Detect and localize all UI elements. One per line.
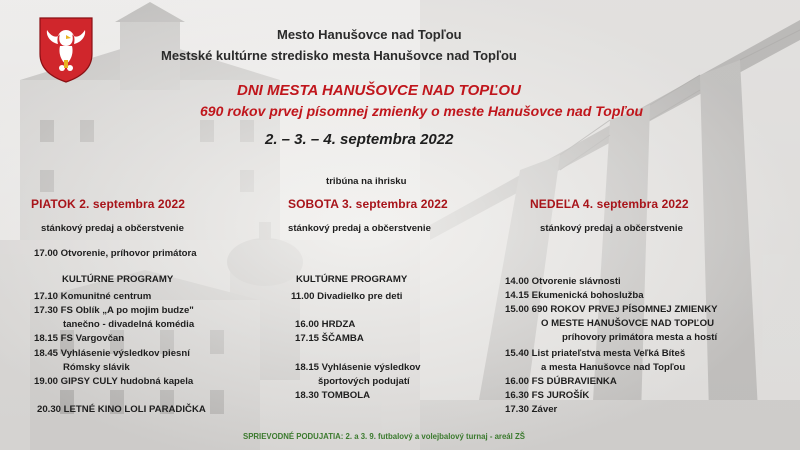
friday-item: 18.45 Vyhlásenie výsledkov piesní [34, 348, 190, 359]
sunday-item: O MESTE HANUŠOVCE NAD TOPĽOU [541, 318, 715, 329]
friday-stalls: stánkový predaj a občerstvenie [41, 223, 184, 234]
friday-item: 17.30 FS Oblík „A po mojim budze" [34, 305, 194, 316]
sunday-title: NEDEĽA 4. septembra 2022 [530, 197, 689, 211]
sunday-item: 14.00 Otvorenie slávnosti [505, 276, 621, 287]
sunday-item: 17.30 Záver [505, 404, 558, 415]
friday-opening: 17.00 Otvorenie, príhovor primátora [34, 248, 197, 259]
sunday-item: 16.00 FS DÚBRAVIENKA [505, 376, 617, 387]
sunday-item: a mesta Hanušovce nad Topľou [541, 362, 686, 373]
saturday-programs-header: KULTÚRNE PROGRAMY [296, 274, 408, 285]
friday-programs-header: KULTÚRNE PROGRAMY [62, 274, 174, 285]
friday-item: 18.15 FS Vargovčan [34, 333, 125, 344]
saturday-item: 16.00 HRDZA [295, 319, 356, 330]
saturday-title: SOBOTA 3. septembra 2022 [288, 197, 448, 211]
sunday-item: 14.15 Ekumenická bohoslužba [505, 290, 644, 301]
event-dates: 2. – 3. – 4. septembra 2022 [265, 131, 454, 148]
saturday-item: športových podujatí [318, 376, 410, 387]
sunday-item: 16.30 FS JUROŠÍK [505, 390, 590, 401]
friday-item: 17.10 Komunitné centrum [34, 291, 152, 302]
organizer-city: Mesto Hanušovce nad Topľou [277, 27, 462, 42]
sunday-item: 15.00 690 ROKOV PRVEJ PÍSOMNEJ ZMIENKY [505, 304, 718, 315]
friday-item: Rómsky slávik [63, 362, 130, 373]
sunday-item: 15.40 List priateľstva mesta Veľká Bíteš [505, 348, 686, 359]
coat-of-arms-icon [38, 16, 94, 84]
friday-item: 19.00 GIPSY CULY hudobná kapela [34, 376, 194, 387]
saturday-item: 18.30 TOMBOLA [295, 390, 370, 401]
sunday-stalls: stánkový predaj a občerstvenie [540, 223, 683, 234]
friday-item: 20.30 LETNÉ KINO LOLI PARADIČKA [37, 404, 206, 415]
friday-item: tanečno - divadelná komédia [63, 319, 195, 330]
friday-title: PIATOK 2. septembra 2022 [31, 197, 186, 211]
saturday-stalls: stánkový predaj a občerstvenie [288, 223, 431, 234]
saturday-item: 11.00 Divadielko pre deti [291, 291, 403, 302]
event-venue: tribúna na ihrisku [326, 176, 407, 187]
footer-accompanying-events: SPRIEVODNÉ PODUJATIA: 2. a 3. 9. futbalový a volejbalový turnaj - areál ZŠ [243, 432, 525, 441]
event-subtitle: 690 rokov prvej písomnej zmienky o meste Hanušovce nad Topľou [200, 103, 644, 119]
organizer-culture-center: Mestské kultúrne stredisko mesta Hanušovce nad Topľou [161, 48, 517, 63]
saturday-item: 17.15 ŠČAMBA [295, 333, 364, 344]
event-title: DNI MESTA HANUŠOVCE NAD TOPĽOU [237, 82, 521, 99]
sunday-item: príhovory primátora mesta a hostí [562, 332, 718, 343]
saturday-item: 18.15 Vyhlásenie výsledkov [295, 362, 421, 373]
